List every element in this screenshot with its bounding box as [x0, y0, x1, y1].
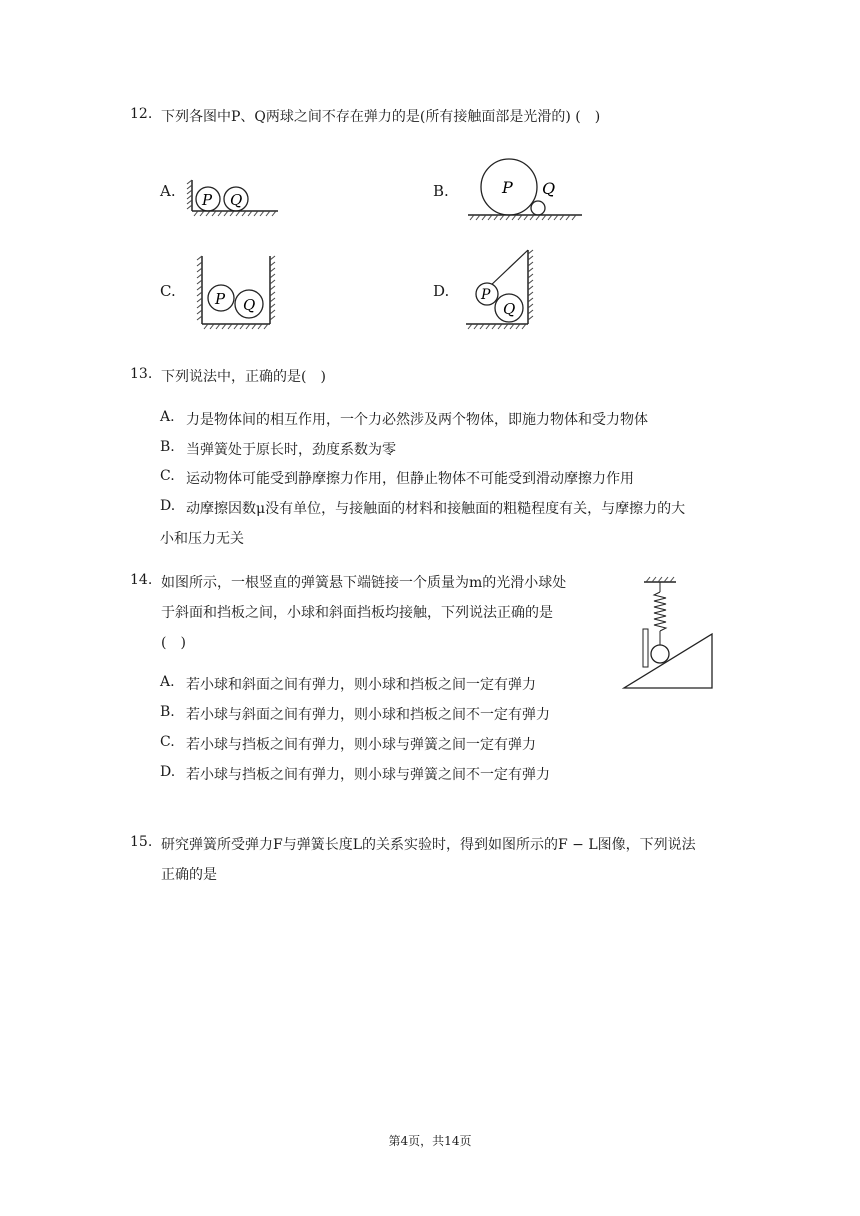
- ball-q: [531, 201, 545, 215]
- q12-figure-b: [464, 158, 590, 226]
- incline: [624, 634, 712, 688]
- q12-option-b-label: B.: [433, 182, 449, 200]
- q14-option-a-text: 若小球和斜面之间有弹力，则小球和挡板之间一定有弹力: [186, 677, 536, 693]
- ball-p-label: P: [215, 290, 226, 308]
- q12-figure-d: [464, 246, 544, 332]
- q15-line1: 研究弹簧所受弹力F与弹簧长度L的关系实验时，得到如图所示的F − L图像，下列说法: [161, 837, 696, 853]
- q14-option-b-text: 若小球与斜面之间有弹力，则小球和挡板之间不一定有弹力: [186, 707, 550, 723]
- q13-option-d-letter: D.: [160, 498, 176, 514]
- spring: [654, 592, 666, 631]
- q14-line2: 于斜面和挡板之间，小球和斜面挡板均接触，下列说法正确的是: [161, 605, 553, 621]
- baffle-board: [643, 629, 648, 667]
- q13-option-a-text: 力是物体间的相互作用，一个力必然涉及两个物体，即施力物体和受力物体: [186, 412, 648, 428]
- q14-spring-incline-figure: [620, 572, 716, 692]
- ball: [651, 645, 669, 663]
- ball-p-label: P: [202, 191, 213, 209]
- ball-q-label: Q: [542, 179, 556, 198]
- q12-option-c-label: C.: [160, 282, 176, 300]
- q14-option-b-letter: B.: [160, 704, 175, 720]
- q12-figure-c: [194, 254, 280, 334]
- q14-line1: 如图所示，一根竖直的弹簧悬下端链接一个质量为m的光滑小球处: [161, 575, 567, 591]
- q13-option-b-letter: B.: [160, 439, 175, 455]
- ball-q-label: Q: [243, 296, 256, 314]
- q14-option-a-letter: A.: [160, 674, 175, 690]
- q14-option-c-letter: C.: [160, 734, 175, 750]
- ball-p-label: P: [481, 287, 491, 303]
- q13-option-c-text: 运动物体可能受到静摩擦力作用，但静止物体不可能受到滑动摩擦力作用: [186, 471, 634, 487]
- q13-text: 下列说法中，正确的是( ): [161, 369, 326, 385]
- page-footer: 第4页，共14页: [388, 1134, 472, 1148]
- q12-text: 下列各图中P、Q两球之间不存在弹力的是(所有接触面部是光滑的) ( ): [161, 109, 601, 125]
- ball-p-label: P: [502, 178, 513, 197]
- ball-q-label: Q: [503, 300, 516, 318]
- q12-number: 12.: [130, 106, 153, 122]
- q13-option-d-text: 动摩擦因数μ没有单位，与接触面的材料和接触面的粗糙程度有关，与摩擦力的大: [186, 501, 686, 517]
- q15-line2: 正确的是: [161, 867, 217, 883]
- q13-number: 13.: [130, 366, 153, 382]
- q12-option-d-label: D.: [433, 282, 450, 300]
- q14-number: 14.: [130, 572, 153, 588]
- q14-option-d-text: 若小球与挡板之间有弹力，则小球与弹簧之间不一定有弹力: [186, 767, 550, 783]
- q12-figure-a: [186, 178, 282, 220]
- q13-option-c-letter: C.: [160, 468, 175, 484]
- q13-option-a-letter: A.: [160, 409, 175, 425]
- q14-line3: ( ): [161, 635, 186, 651]
- q12-option-a-label: A.: [160, 182, 176, 200]
- ball-q-label: Q: [230, 191, 243, 209]
- q13-option-b-text: 当弹簧处于原长时，劲度系数为零: [186, 442, 396, 458]
- q14-option-d-letter: D.: [160, 764, 176, 780]
- q15-number: 15.: [130, 834, 153, 850]
- q14-option-c-text: 若小球与挡板之间有弹力，则小球与弹簧之间一定有弹力: [186, 737, 536, 753]
- q13-option-d-text-continued: 小和压力无关: [160, 531, 244, 547]
